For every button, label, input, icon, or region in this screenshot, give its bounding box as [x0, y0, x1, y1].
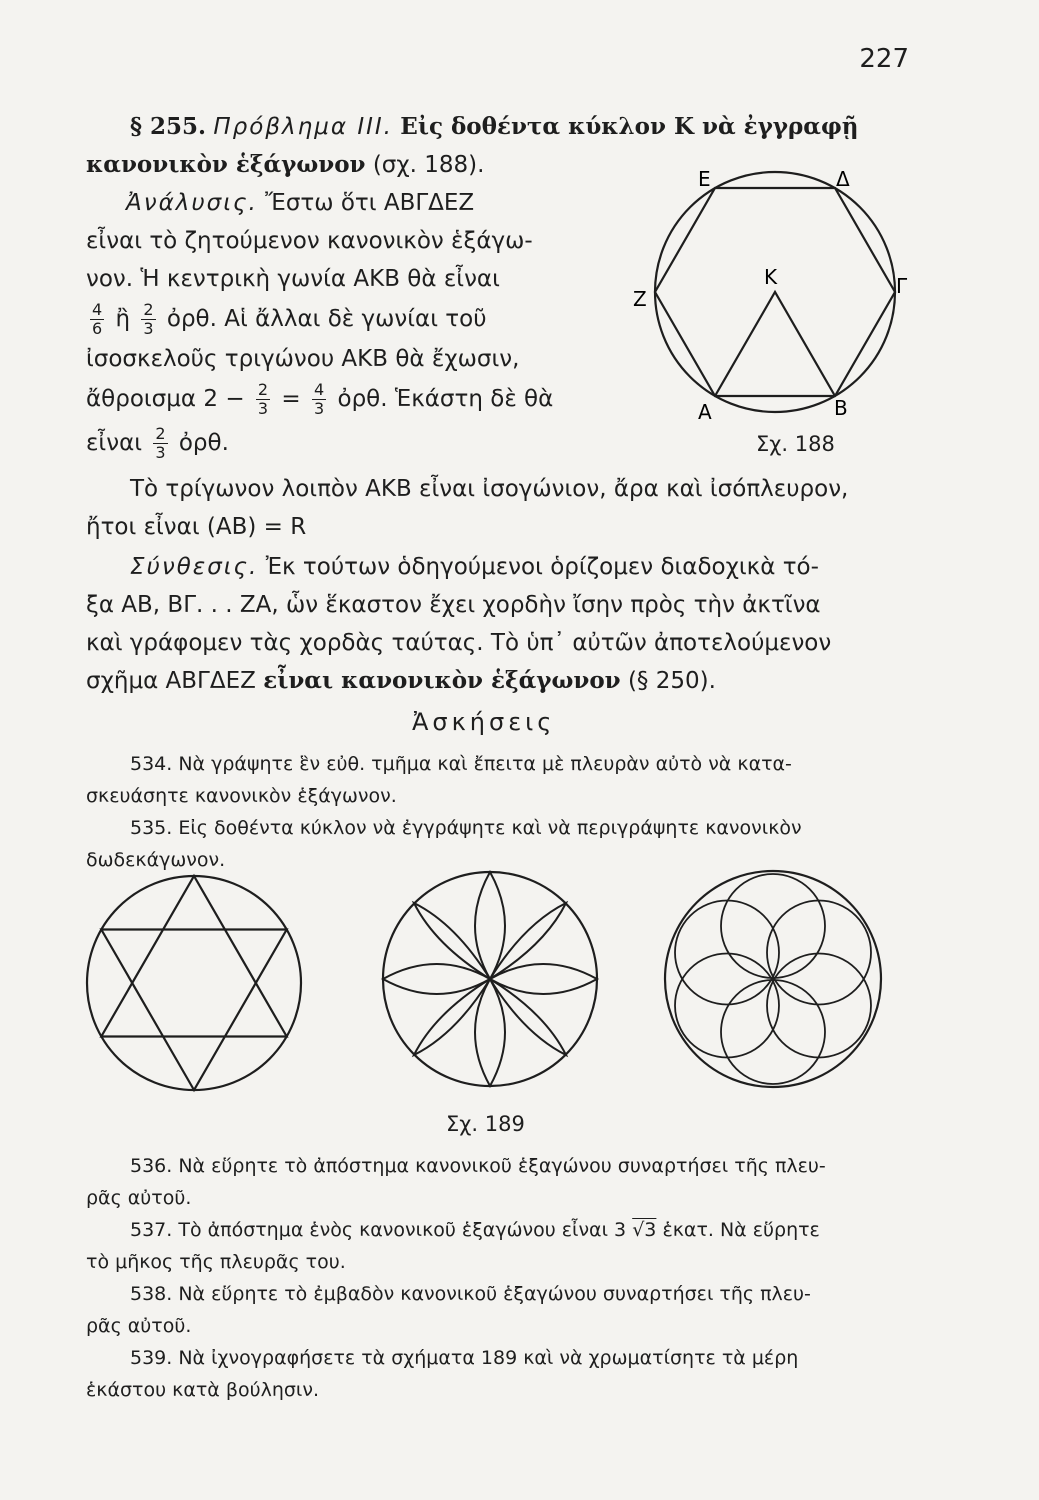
label-delta: Δ — [836, 167, 850, 191]
analysis-line4: $\frac{4}{6}$ ἢ $\frac{2}{3}$ ὀρθ. Αἱ ἄλλαι δὲ γωνίαι τοῦ — [92, 300, 487, 338]
synthesis-line3: καὶ γράφομεν τὰς χορδὰς ταύτας. Τὸ ὑπ᾽ αὐτῶν ἀποτελούμενον — [86, 630, 832, 656]
figure-189 — [80, 866, 980, 1106]
section-label: Πρόβλημα III. — [213, 114, 393, 140]
exercise-539-line2: ἑκάστου κατὰ βούλησιν. — [86, 1379, 320, 1401]
exercise-534-line1: 534. Νὰ γράψητε ἓν εὐθ. τμῆμα καὶ ἔπειτα μὲ πλευρὰν αὐτὸ νὰ κατα- — [130, 753, 792, 775]
analysis-line3: νον. Ἡ κεντρικὴ γωνία ΑΚΒ θὰ εἶναι — [86, 266, 500, 292]
section-heading-line2 — [86, 146, 484, 184]
exercise-536-line1: 536. Νὰ εὕρητε τὸ ἀπόστημα κανονικοῦ ἑξαγώνου συναρτήσει τῆς πλευ- — [130, 1155, 826, 1177]
exercise-536-line2: ρᾶς αὐτοῦ. — [86, 1187, 192, 1209]
figure-188-caption: Σχ. 188 — [756, 432, 835, 456]
section-title: Εἰς δοθέντα κύκλον Κ νὰ ἐγγραφῇ — [400, 113, 859, 140]
section-title-ref: (σχ. 188). — [372, 152, 485, 178]
fraction: $\frac{2}{3}$ — [143, 300, 154, 338]
label-epsilon: Ε — [698, 167, 711, 191]
interlaced-circles-figure — [665, 871, 881, 1087]
figure-189-caption: Σχ. 189 — [446, 1112, 525, 1136]
analysis-line6: ἄθροισμα 2 − $\frac{2}{3}$ = $\frac{4}{3}$ ὀρθ. Ἑκάστη δὲ θὰ — [86, 380, 554, 418]
page-number: 227 — [859, 44, 909, 74]
analysis-label: Ἀνάλυσις. — [126, 190, 258, 216]
label-kappa: Κ — [764, 265, 778, 289]
triangle-akb — [715, 292, 835, 396]
exercises-heading: Ἀσκήσεις — [412, 708, 556, 736]
conclusion-line2: ἤτοι εἶναι (ΑΒ) = R — [86, 514, 307, 540]
exercise-538-line1: 538. Νὰ εὕρητε τὸ ἐμβαδὸν κανονικοῦ ἑξαγώνου συναρτήσει τῆς πλευ- — [130, 1283, 811, 1305]
label-zeta: Ζ — [633, 287, 647, 311]
rosette-figure — [383, 872, 597, 1086]
figure-188 — [620, 150, 920, 450]
synthesis-line1: Σύνθεσις. Ἐκ τούτων ὁδηγούμενοι ὁρίζομεν διαδοχικὰ τό- — [130, 554, 819, 580]
conclusion-line1: Τὸ τρίγωνον λοιπὸν ΑΚΒ εἶναι ἰσογώνιον, ἄρα καὶ ἰσόπλευρον, — [130, 476, 849, 502]
analysis-line5: ἰσοσκελοῦς τριγώνου ΑΚΒ θὰ ἔχωσιν, — [86, 346, 520, 372]
label-beta: Β — [834, 396, 848, 420]
exercise-537-line2: τὸ μῆκος τῆς πλευρᾶς του. — [86, 1251, 346, 1273]
synthesis-line4: σχῆμα ΑΒΓΔΕΖ εἶναι κανονικὸν ἑξάγωνον (§ 250). — [86, 667, 716, 694]
section-heading-line1 — [130, 108, 859, 146]
section-title-bold: κανονικὸν ἑξάγωνον — [86, 151, 366, 178]
exercise-538-line2: ρᾶς αὐτοῦ. — [86, 1315, 192, 1337]
fraction: $\frac{4}{6}$ — [92, 300, 103, 338]
analysis-line2: εἶναι τὸ ζητούμενον κανονικὸν ἑξάγω- — [86, 228, 533, 254]
analysis-line1: Ἀνάλυσις. Ἔστω ὅτι ΑΒΓΔΕΖ — [126, 190, 475, 216]
section-number: § 255. — [130, 113, 207, 140]
exercise-534-line2: σκευάσητε κανονικὸν ἑξάγωνον. — [86, 785, 397, 807]
square-root: √3 — [632, 1219, 657, 1241]
analysis-line7: εἶναι $\frac{2}{3}$ ὀρθ. — [86, 424, 229, 462]
exercise-535-line2: δωδεκάγωνον. — [86, 849, 226, 871]
label-alpha: Α — [698, 400, 712, 424]
fraction: $\frac{4}{3}$ — [314, 380, 325, 418]
synthesis-line2: ξα ΑΒ, ΒΓ. . . ΖΑ, ὧν ἕκαστον ἔχει χορδὴν ἴσην πρὸς τὴν ἀκτῖνα — [86, 592, 821, 618]
exercise-535-line1: 535. Εἰς δοθέντα κύκλον νὰ ἐγγράψητε καὶ νὰ περιγράψητε κανονικὸν — [130, 817, 802, 839]
exercise-539-line1: 539. Νὰ ἰχνογραφήσετε τὰ σχήματα 189 καὶ νὰ χρωματίσητε τὰ μέρη — [130, 1347, 799, 1369]
fraction: $\frac{2}{3}$ — [155, 424, 166, 462]
exercise-537-line1: 537. Τὸ ἀπόστημα ἑνὸς κανονικοῦ ἑξαγώνου εἶναι 3 √3 ἑκατ. Νὰ εὕρητε — [130, 1219, 820, 1241]
fraction: $\frac{2}{3}$ — [257, 380, 269, 418]
label-gamma: Γ — [896, 274, 908, 298]
star-of-david-figure — [87, 876, 301, 1090]
synthesis-label: Σύνθεσις. — [130, 554, 259, 580]
